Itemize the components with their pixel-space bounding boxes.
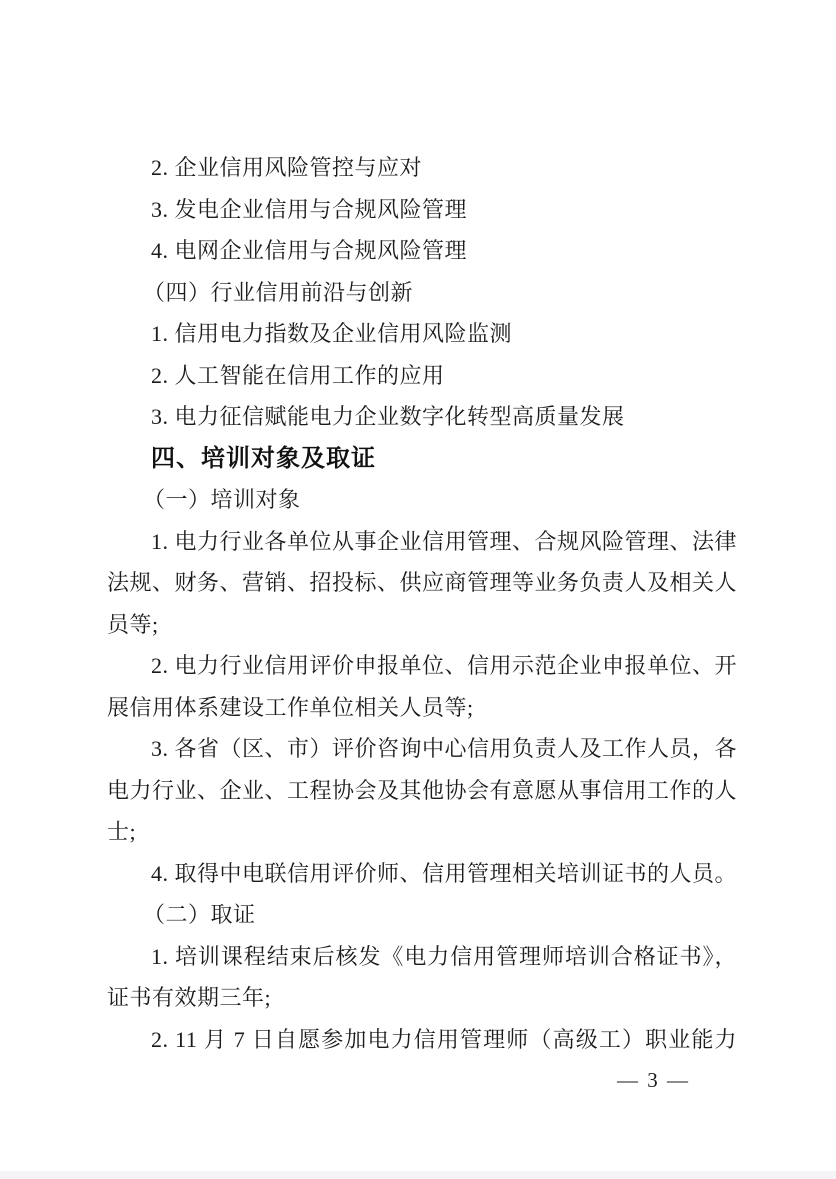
outline-item: 3. 电力征信赋能电力企业数字化转型高质量发展 [151, 404, 625, 429]
body-line: 1. 培训课程结束后核发《电力信用管理师培训合格证书》， [151, 943, 737, 969]
document-body [107, 147, 737, 1060]
section-heading: 四、培训对象及取证 [151, 444, 376, 472]
body-line: 2. 电力行业信用评价申报单位、信用示范企业申报单位、开 [151, 653, 738, 678]
outline-item: 3. 发电企业信用与合规风险管理 [151, 196, 468, 222]
page-number: — 3 — [617, 1068, 690, 1092]
body-line: 4. 取得中电联信用评价师、信用管理相关培训证书的人员。 [151, 860, 738, 886]
outline-item: 2. 人工智能在信用工作的应用 [151, 362, 445, 388]
outline-item: 1. 信用电力指数及企业信用风险监测 [151, 321, 513, 346]
outline-item: 2. 企业信用风险管控与应对 [151, 155, 423, 180]
outline-item: 4. 电网企业信用与合规风险管理 [151, 238, 468, 263]
body-line: 员等; [107, 611, 159, 637]
subsection-heading: （四）行业信用前沿与创新 [143, 279, 414, 305]
body-line: 证书有效期三年; [107, 985, 272, 1010]
body-line: 士; [107, 819, 137, 844]
body-line: 展信用体系建设工作单位相关人员等; [107, 694, 474, 720]
body-line: 3. 各省（区、市）评价咨询中心信用负责人及工作人员，各 [151, 736, 738, 761]
body-line: 2. 11 月 7 日自愿参加电力信用管理师（高级工）职业能力 [151, 1026, 737, 1052]
scan-bottom-edge [0, 1171, 836, 1179]
body-line: 法规、财务、营销、招投标、供应商管理等业务负责人及相关人 [107, 570, 738, 595]
body-line: 1. 电力行业各单位从事企业信用管理、合规风险管理、法律 [151, 528, 738, 554]
subsection-heading: （二）取证 [143, 902, 256, 927]
body-line: 电力行业、企业、工程协会及其他协会有意愿从事信用工作的人 [107, 777, 738, 803]
subsection-heading: （一）培训对象 [143, 487, 301, 512]
